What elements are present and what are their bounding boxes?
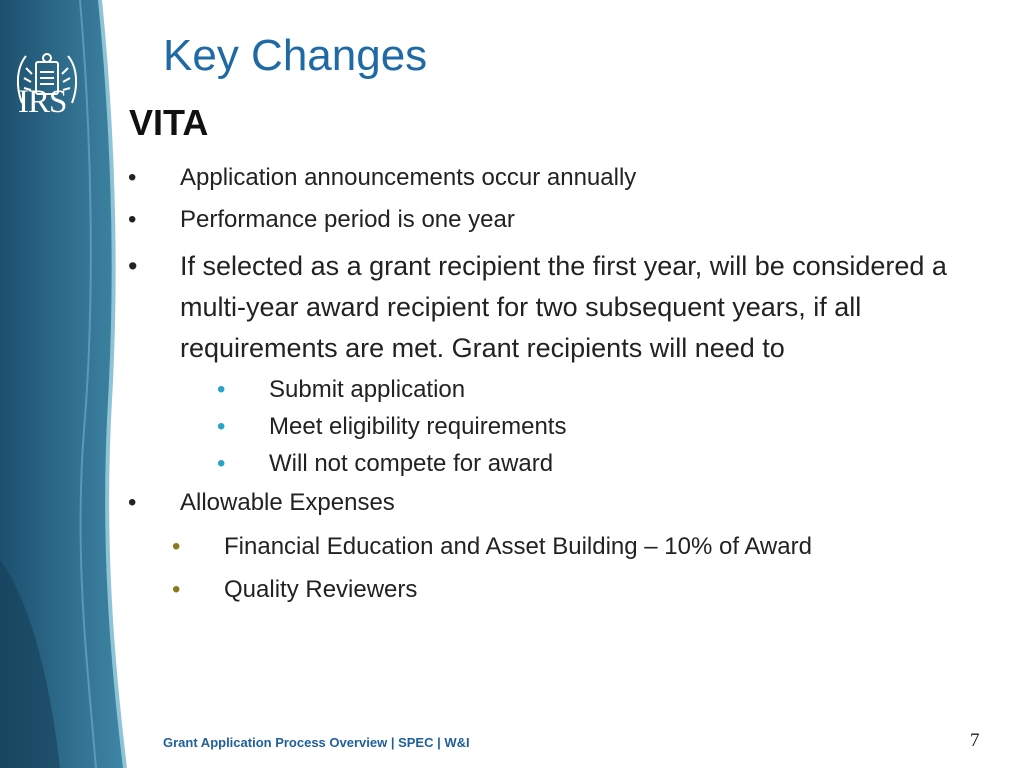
sub-bullet-text: Submit application bbox=[269, 376, 466, 403]
sub-bullet-marker: • bbox=[217, 376, 226, 403]
bullet-marker: • bbox=[128, 164, 137, 191]
irs-logo-text: IRS bbox=[18, 84, 67, 120]
sub-bullet-text: Will not compete for award bbox=[269, 450, 554, 477]
bullet-text: Application announcements occur annually bbox=[180, 164, 637, 191]
sub-bullet-marker: • bbox=[217, 413, 226, 440]
page-number: 7 bbox=[970, 730, 980, 751]
bullet-marker: • bbox=[128, 206, 137, 233]
expense-bullet-text: Quality Reviewers bbox=[224, 576, 418, 603]
bullet-text: Performance period is one year bbox=[180, 206, 515, 233]
expense-bullet-marker: • bbox=[172, 576, 181, 603]
bullet-marker: • bbox=[128, 251, 138, 281]
section-heading: VITA bbox=[129, 102, 209, 143]
sub-bullet-text: Meet eligibility requirements bbox=[269, 413, 567, 440]
footer-text: Grant Application Process Overview | SPEC | W&I bbox=[163, 735, 470, 750]
expense-bullet-marker: • bbox=[172, 533, 181, 560]
expense-bullet-text: Financial Education and Asset Building – 10% of Award bbox=[224, 533, 812, 560]
sub-bullet-marker: • bbox=[217, 450, 226, 477]
bullet-text: Allowable Expenses bbox=[180, 489, 395, 516]
bullet-text: If selected as a grant recipient the first year, will be considered a multi-year award recipient for two subsequent years, if all requirements are met. Grant recipients will need to bbox=[180, 251, 947, 363]
slide-title: Key Changes bbox=[163, 31, 428, 80]
bullet-marker: • bbox=[128, 489, 137, 516]
